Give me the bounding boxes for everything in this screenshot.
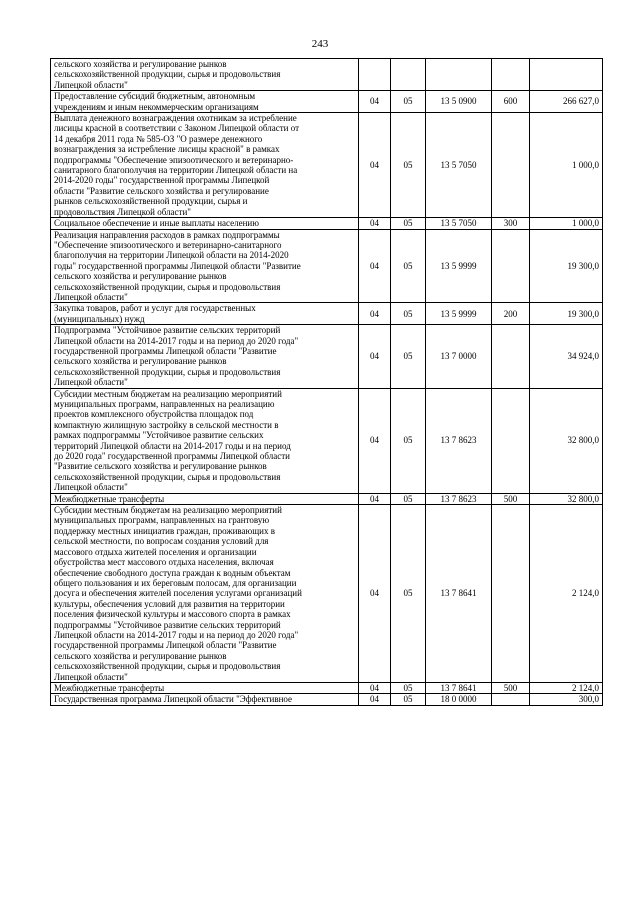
section-code-cell: 04 xyxy=(359,229,391,303)
expense-name-cell: Государственная программа Липецкой области "Эффективное xyxy=(51,694,359,705)
amount-cell: 32 800,0 xyxy=(530,493,603,504)
budget-table-body xyxy=(51,59,603,706)
table-row xyxy=(51,229,603,303)
expense-name-cell: Предоставление субсидий бюджетным, автономным учреждениям и иным некоммерческим организациям xyxy=(51,91,359,113)
page-number: 243 xyxy=(311,38,329,50)
table-row xyxy=(51,325,603,388)
subsection-code-cell: 05 xyxy=(391,388,426,493)
expense-name-cell: Субсидии местным бюджетам на реализацию мероприятий муниципальных программ, направленных на реализацию проектов комплексного обустройства площадок под компактную жилищную застройку в сельской местности в рамках подпрограммы "Устойчивое развитие сельских территорий Липецкой области на 2014-2017 годы и на период до 2020 года" государственной программы Липецкой области "Развитие сельского хозяйства и регулирование рынков сельскохозяйственной продукции, сырья и продовольствия Липецкой области" xyxy=(51,388,359,493)
table-row xyxy=(51,493,603,504)
budget-table xyxy=(50,58,603,706)
expense-type-cell xyxy=(492,325,530,388)
table-row xyxy=(51,388,603,493)
section-code-cell: 04 xyxy=(359,303,391,325)
subsection-code-cell xyxy=(391,59,426,91)
table-row xyxy=(51,505,603,683)
amount-cell: 266 627,0 xyxy=(530,91,603,113)
expense-name-cell: Межбюджетные трансферты xyxy=(51,682,359,693)
subsection-code-cell: 05 xyxy=(391,229,426,303)
expense-name-cell: Закупка товаров, работ и услуг для государственных (муниципальных) нужд xyxy=(51,303,359,325)
target-article-cell: 13 5 9999 xyxy=(426,229,492,303)
section-code-cell: 04 xyxy=(359,682,391,693)
section-code-cell: 04 xyxy=(359,493,391,504)
amount-cell: 34 924,0 xyxy=(530,325,603,388)
subsection-code-cell: 05 xyxy=(391,303,426,325)
amount-cell: 1 000,0 xyxy=(530,218,603,229)
section-code-cell: 04 xyxy=(359,113,391,218)
expense-type-cell: 300 xyxy=(492,218,530,229)
target-article-cell: 13 7 8623 xyxy=(426,388,492,493)
table-row xyxy=(51,218,603,229)
table-row xyxy=(51,694,603,705)
expense-name-cell: сельского хозяйства и регулирование рынков сельскохозяйственной продукции, сырья и продовольствия Липецкой области" xyxy=(51,59,359,91)
section-code-cell: 04 xyxy=(359,218,391,229)
section-code-cell: 04 xyxy=(359,325,391,388)
subsection-code-cell: 05 xyxy=(391,682,426,693)
table-row xyxy=(51,113,603,218)
section-code-cell: 04 xyxy=(359,694,391,705)
amount-cell: 1 000,0 xyxy=(530,113,603,218)
expense-name-cell: Социальное обеспечение и иные выплаты населению xyxy=(51,218,359,229)
table-row xyxy=(51,59,603,91)
target-article-cell: 18 0 0000 xyxy=(426,694,492,705)
section-code-cell: 04 xyxy=(359,91,391,113)
target-article-cell: 13 5 0900 xyxy=(426,91,492,113)
expense-name-cell: Выплата денежного вознаграждения охотникам за истребление лисицы красной в соответствии с Законом Липецкой области от 14 декабря 2011 года № 585-ОЗ "О размере денежного вознаграждения за истребление лисицы красной" в рамках подпрограммы "Обеспечение эпизоотического и ветеринарно- санитарного благополучия на территории Липецкой области на 2014-2020 годы" государственной программы Липецкой области "Развитие сельского хозяйства и регулирование рынков сельскохозяйственной продукции, сырья и продовольствия Липецкой области" xyxy=(51,113,359,218)
amount-cell xyxy=(530,59,603,91)
expense-type-cell xyxy=(492,113,530,218)
expense-type-cell xyxy=(492,694,530,705)
expense-name-cell: Межбюджетные трансферты xyxy=(51,493,359,504)
section-code-cell: 04 xyxy=(359,388,391,493)
subsection-code-cell: 05 xyxy=(391,694,426,705)
table-row xyxy=(51,303,603,325)
expense-type-cell xyxy=(492,505,530,683)
amount-cell: 300,0 xyxy=(530,694,603,705)
target-article-cell: 13 7 8641 xyxy=(426,682,492,693)
section-code-cell xyxy=(359,59,391,91)
target-article-cell: 13 7 8641 xyxy=(426,505,492,683)
amount-cell: 2 124,0 xyxy=(530,682,603,693)
amount-cell: 32 800,0 xyxy=(530,388,603,493)
target-article-cell: 13 5 7050 xyxy=(426,113,492,218)
target-article-cell: 13 7 0000 xyxy=(426,325,492,388)
expense-type-cell xyxy=(492,229,530,303)
expense-type-cell xyxy=(492,59,530,91)
table-row xyxy=(51,91,603,113)
subsection-code-cell: 05 xyxy=(391,325,426,388)
target-article-cell: 13 5 7050 xyxy=(426,218,492,229)
table-row xyxy=(51,682,603,693)
subsection-code-cell: 05 xyxy=(391,218,426,229)
expense-type-cell: 200 xyxy=(492,303,530,325)
amount-cell: 19 300,0 xyxy=(530,229,603,303)
expense-type-cell: 500 xyxy=(492,682,530,693)
target-article-cell xyxy=(426,59,492,91)
expense-name-cell: Подпрограмма "Устойчивое развитие сельских территорий Липецкой области на 2014-2017 годы и на период до 2020 года" государственной программы Липецкой области "Развитие сельского хозяйства и регулирование рынков сельскохозяйственной продукции, сырья и продовольствия Липецкой области" xyxy=(51,325,359,388)
subsection-code-cell: 05 xyxy=(391,493,426,504)
section-code-cell: 04 xyxy=(359,505,391,683)
expense-type-cell: 500 xyxy=(492,493,530,504)
amount-cell: 2 124,0 xyxy=(530,505,603,683)
expense-type-cell xyxy=(492,388,530,493)
target-article-cell: 13 7 8623 xyxy=(426,493,492,504)
expense-name-cell: Реализация направления расходов в рамках подпрограммы "Обеспечение эпизоотического и ветеринарно-санитарного благополучия на территории Липецкой области на 2014-2020 годы" государственной программы Липецкой области "Развитие сельского хозяйства и регулирование рынков сельскохозяйственной продукции, сырья и продовольствия Липецкой области" xyxy=(51,229,359,303)
amount-cell: 19 300,0 xyxy=(530,303,603,325)
subsection-code-cell: 05 xyxy=(391,91,426,113)
subsection-code-cell: 05 xyxy=(391,505,426,683)
expense-type-cell: 600 xyxy=(492,91,530,113)
target-article-cell: 13 5 9999 xyxy=(426,303,492,325)
subsection-code-cell: 05 xyxy=(391,113,426,218)
expense-name-cell: Субсидии местным бюджетам на реализацию мероприятий муниципальных программ, направленных на грантовую поддержку местных инициатив граждан, проживающих в сельской местности, по вопросам создания условий для массового отдыха жителей поселения и организации обустройства мест массового отдыха населения, включая обеспечение свободного доступа граждан к водным объектам общего пользования и их береговым полосам, для организации досуга и обеспечения жителей поселения услугами организаций культуры, обеспечения условий для развития на территории поселения физической культуры и массового спорта в рамках подпрограммы "Устойчивое развитие сельских территорий Липецкой области на 2014-2017 годы и на период до 2020 года" государственной программы Липецкой области "Развитие сельского хозяйства и регулирование рынков сельскохозяйственной продукции, сырья и продовольствия Липецкой области" xyxy=(51,505,359,683)
